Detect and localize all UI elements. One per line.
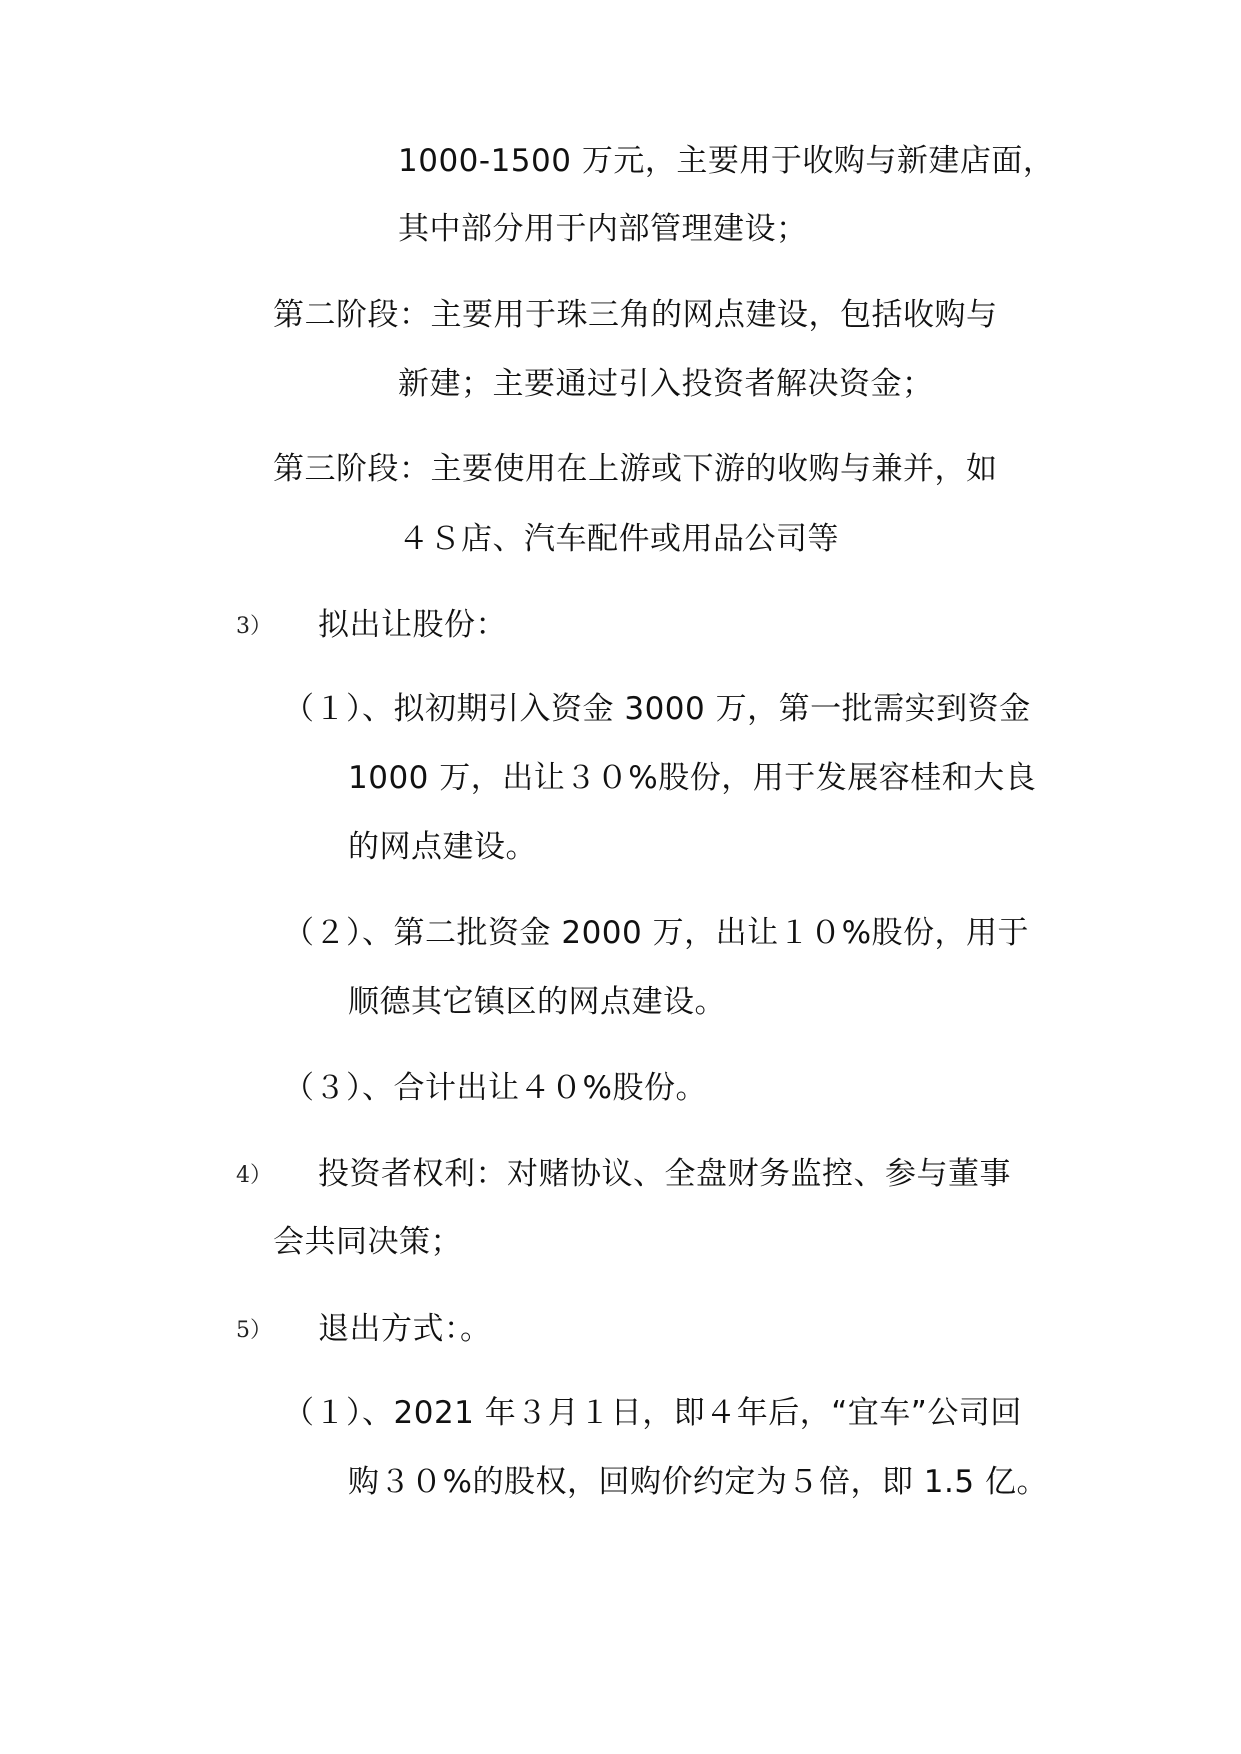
text-line: 的网点建设。 — [348, 829, 537, 865]
text-line: 其中部分用于内部管理建设； — [398, 211, 808, 247]
list-item-title: 投资者权利：对赌协议、全盘财务监控、参与董事 — [318, 1156, 1011, 1192]
text-line: 新建；主要通过引入投资者解决资金； — [398, 366, 934, 402]
text-line: （１）、拟初期引入资金 3000 万，第一批需实到资金 — [283, 691, 1031, 727]
text-line: （１）、2021 年３月１日，即４年后，“宜车”公司回 — [283, 1395, 1022, 1431]
text-line: 1000 万，出让３０%股份，用于发展容桂和大良 — [348, 760, 1037, 796]
list-marker: 3） — [236, 614, 272, 639]
text-line: （２）、第二批资金 2000 万，出让１０%股份，用于 — [283, 915, 1030, 951]
text-line: 会共同决策； — [273, 1224, 462, 1260]
text-line: 第三阶段：主要使用在上游或下游的收购与兼并，如 — [273, 451, 998, 487]
text-line: 顺德其它镇区的网点建设。 — [348, 984, 726, 1020]
text-line: 第二阶段：主要用于珠三角的网点建设，包括收购与 — [273, 297, 998, 333]
list-marker: 4） — [236, 1163, 272, 1188]
list-item-title: 拟出让股份： — [318, 607, 507, 643]
text-line: 购３０%的股权，回购价约定为５倍，即 1.5 亿。 — [348, 1464, 1048, 1500]
text-line: （３）、合计出让４０%股份。 — [283, 1070, 707, 1106]
list-marker: 5） — [236, 1318, 272, 1343]
text-line: ４Ｓ店、汽车配件或用品公司等 — [398, 521, 839, 557]
list-item-title: 退出方式：。 — [318, 1311, 492, 1347]
text-line: 1000-1500 万元，主要用于收购与新建店面， — [398, 143, 1055, 179]
